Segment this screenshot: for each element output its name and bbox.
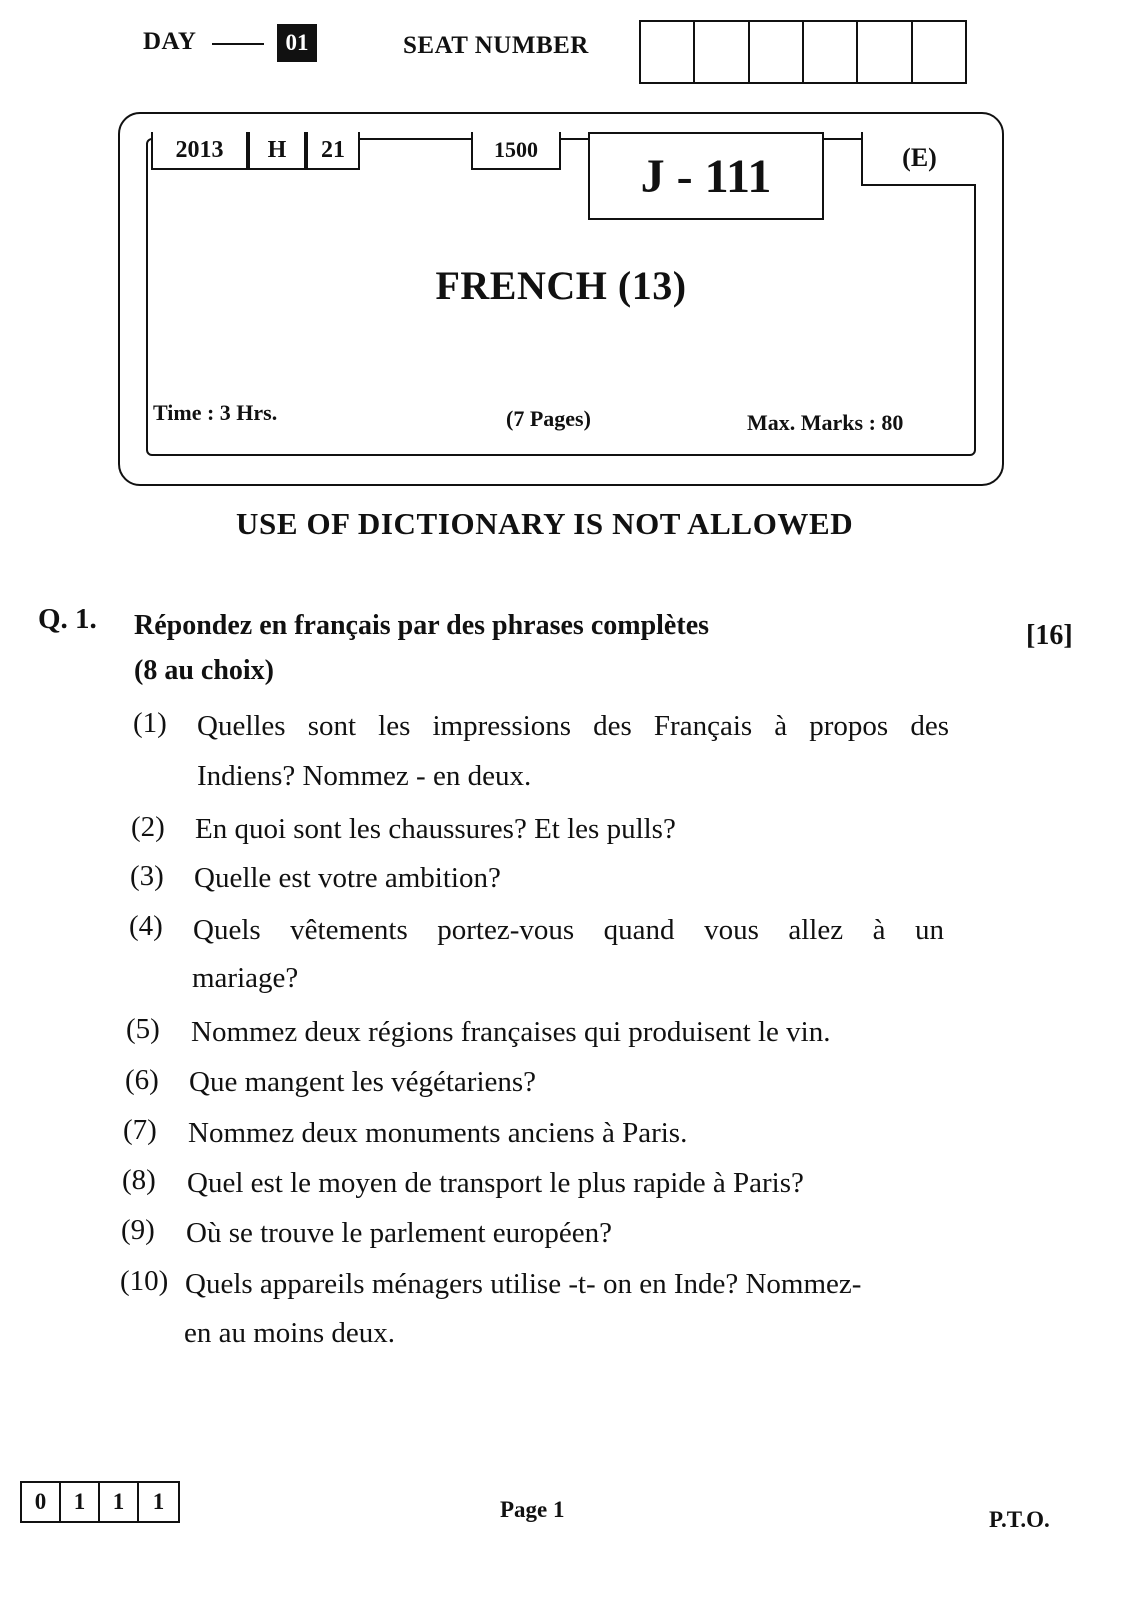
item-text: Quelle est votre ambition? xyxy=(194,862,501,894)
item-text-continued: Indiens? Nommez - en deux. xyxy=(197,760,532,792)
item-text-continued: mariage? xyxy=(192,962,299,994)
item-text: Quels vêtements portez-vous quand vous allez à un xyxy=(193,914,944,946)
item-number: (4) xyxy=(129,910,163,942)
print-count: 1500 xyxy=(471,132,561,170)
exam-code: 21 xyxy=(306,132,360,170)
page-count: (7 Pages) xyxy=(506,406,591,431)
exam-year: 2013 xyxy=(151,132,248,170)
subject-title: FRENCH (13) xyxy=(435,263,687,308)
max-marks: Max. Marks : 80 xyxy=(747,410,904,435)
footer-code-digit: 1 xyxy=(61,1483,100,1521)
seat-box xyxy=(641,22,695,82)
footer-paper-code xyxy=(20,1481,180,1523)
please-turn-over: P.T.O. xyxy=(989,1507,1050,1532)
question-marks: [16] xyxy=(1026,620,1073,651)
item-number: (10) xyxy=(120,1265,169,1297)
seat-number-label: SEAT NUMBER xyxy=(403,32,589,59)
question-choice-note: (8 au choix) xyxy=(134,655,274,686)
item-text: Quels appareils ménagers utilise -t- on en Inde? Nommez- xyxy=(185,1268,862,1300)
item-number: (9) xyxy=(121,1214,155,1246)
item-text-continued: en au moins deux. xyxy=(184,1317,396,1349)
item-text: Que mangent les végétariens? xyxy=(189,1066,537,1098)
seat-number-boxes xyxy=(639,20,967,84)
seat-box xyxy=(695,22,749,82)
question-instruction: Répondez en français par des phrases complètes xyxy=(134,610,710,641)
seat-box xyxy=(804,22,858,82)
seat-box xyxy=(913,22,965,82)
item-text: Nommez deux monuments anciens à Paris. xyxy=(188,1117,688,1149)
footer-code-digit: 1 xyxy=(152,1489,165,1514)
item-number: (3) xyxy=(130,860,164,892)
item-text: Quelles sont les impressions des Français à propos des xyxy=(197,710,949,742)
exam-session: H xyxy=(248,132,306,170)
time-allowed: Time : 3 Hrs. xyxy=(153,400,278,425)
item-number: (5) xyxy=(126,1013,160,1045)
medium-badge: (E) xyxy=(861,132,976,186)
question-number: Q. 1. xyxy=(38,603,97,635)
page-number: Page 1 xyxy=(500,1497,565,1522)
day-dash-divider xyxy=(212,43,264,45)
item-text: En quoi sont les chaussures? Et les pulls? xyxy=(195,813,676,845)
day-number-badge: 01 xyxy=(277,24,317,62)
footer-code-digit: 0 xyxy=(22,1483,61,1521)
item-number: (1) xyxy=(133,707,167,739)
item-number: (8) xyxy=(122,1164,156,1196)
item-number: (7) xyxy=(123,1114,157,1146)
footer-code-digit: 1 xyxy=(100,1483,139,1521)
seat-box xyxy=(858,22,912,82)
dictionary-notice: USE OF DICTIONARY IS NOT ALLOWED xyxy=(236,506,854,541)
item-text: Nommez deux régions françaises qui produisent le vin. xyxy=(191,1016,831,1048)
paper-code: J - 111 xyxy=(588,132,824,220)
day-label: DAY xyxy=(143,28,197,55)
item-text: Où se trouve le parlement européen? xyxy=(186,1217,612,1249)
item-text: Quel est le moyen de transport le plus rapide à Paris? xyxy=(187,1167,804,1199)
seat-box xyxy=(750,22,804,82)
item-number: (2) xyxy=(131,811,165,843)
item-number: (6) xyxy=(125,1064,159,1096)
